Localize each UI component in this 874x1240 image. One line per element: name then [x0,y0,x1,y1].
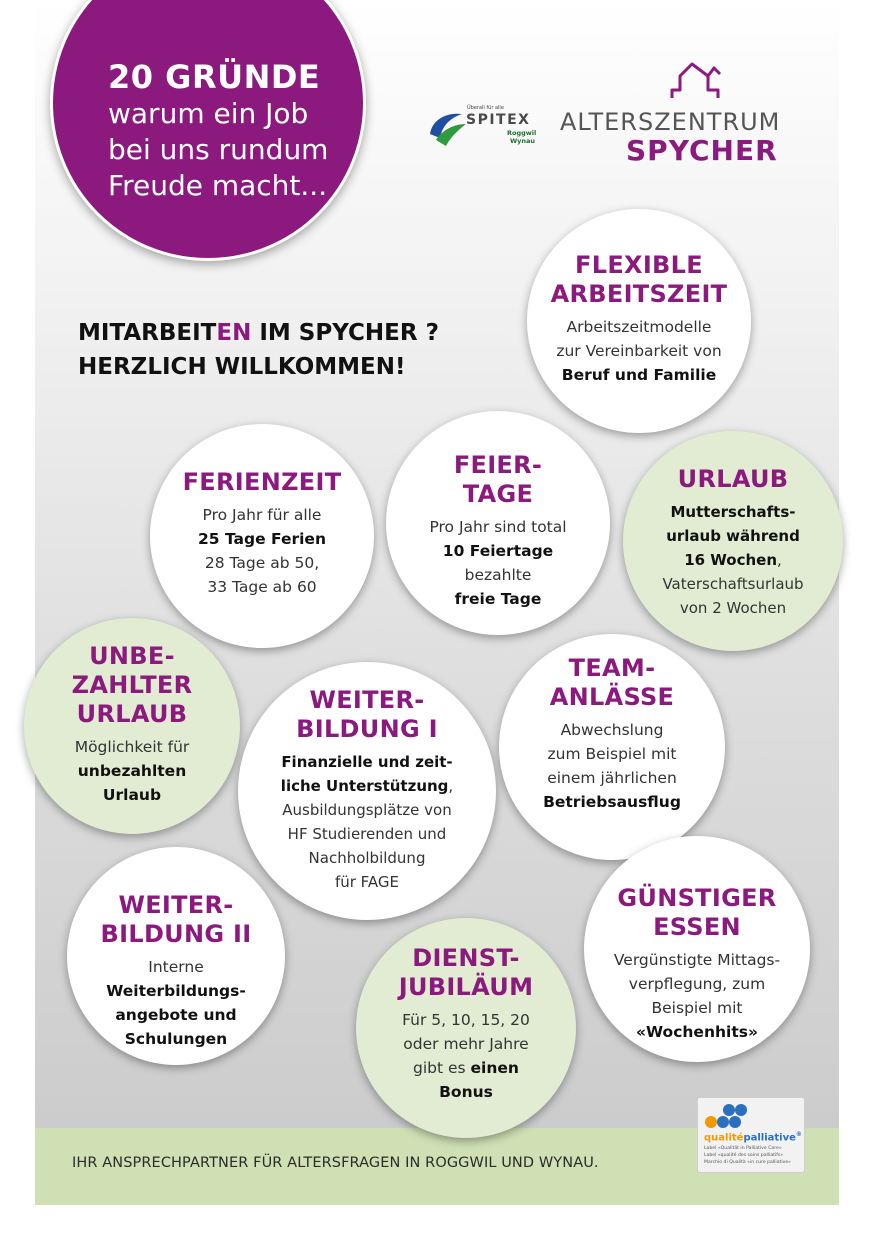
hero-title: 20 GRÜNDE [108,58,321,96]
hero-line: warum ein Job [108,97,309,130]
circle-body [499,718,725,814]
circle-body [356,1008,576,1104]
circle-title: WEITER- [309,686,425,714]
circle-text: 33 Tage ab 60 [207,578,317,596]
circle-text: Interne [148,958,204,976]
circle-text: Nachholbildung [308,849,426,867]
circle-dienstjubilaeum [356,918,576,1138]
circle-title: TAGE [462,480,534,508]
circle-text: Betriebsausflug [543,793,681,811]
circle-text-bold: liche Unterstützung [280,777,449,795]
circle-feiertage [386,411,610,635]
hero-subtitle [108,96,328,204]
spitex-location: Wynau [510,137,536,145]
circle-title: GÜNSTIGER [617,884,777,912]
circle-text: freie Tage [454,590,542,608]
circle-title: ANLÄSSE [549,683,675,711]
circle-body [386,515,610,611]
circle-text-bold: einen [470,1059,519,1077]
badge-brand [704,1131,802,1143]
circle-text-bold: 16 Wochen [684,551,778,569]
badge-brand-a: qualité [704,1132,744,1144]
circle-text: Vaterschaftsurlaub [662,575,804,593]
badge-brand-b: palliative [743,1132,796,1144]
qualite-palliative-badge [697,1097,805,1173]
circle-text: HF Studierenden und [287,825,447,843]
circle-text [238,774,496,798]
circle-text: Weiterbildungs- [106,982,246,1000]
circle-text: bezahlte [464,566,532,584]
circle-text: 25 Tage Ferien [198,530,326,548]
spitex-wordmark: SPITEX [466,112,531,128]
circle-title: URLAUB [677,465,789,493]
house-roof-icon [668,60,724,102]
spitex-tagline: Überall für alle [467,105,504,111]
circle-text: zur Vereinbarkeit von [556,342,722,360]
circle-title: DIENST- [412,944,520,972]
circle-teamanlaesse [499,634,725,860]
circle-title: TEAM- [568,654,656,682]
hero-line: Freude macht... [108,169,328,202]
circle-title: BILDUNG II [100,920,252,948]
circle-flexible-arbeitszeit [527,209,751,433]
circle-text: Abwechslung [560,721,664,739]
circle-text: «Wochenhits» [636,1023,758,1041]
circle-text: 28 Tage ab 50, [204,554,320,572]
circle-title: BILDUNG I [296,715,438,743]
circle-body [584,948,810,1044]
circle-body [24,735,240,807]
circle-text: Möglichkeit für [74,738,190,756]
circle-text: angebote und [115,1006,237,1024]
circle-text: Beispiel mit [651,999,743,1017]
headline-text: MITARBEIT [78,320,217,346]
headline-line-2: HERZLICH WILLKOMMEN! [78,354,406,380]
headline-accent: EN [216,320,252,346]
headline-text: IM SPYCHER ? [251,320,439,346]
circle-text: Für 5, 10, 15, 20 [402,1011,530,1029]
circle-text: verpflegung, zum [628,975,766,993]
headline-line-1 [78,316,439,350]
circle-title: WEITER- [118,891,234,919]
circle-title: FLEXIBLE [575,251,703,279]
circle-title: ESSEN [653,913,741,941]
circle-text: einem jährlichen [547,769,677,787]
circle-title: UNBE- [89,642,175,670]
circle-body [67,955,285,1051]
circle-urlaub [623,431,843,651]
circle-title: ZAHLTER [71,671,193,699]
circle-text [356,1056,576,1080]
circle-text: Schulungen [124,1030,228,1048]
circle-text: Urlaub [102,786,162,804]
circle-title: URLAUB [76,700,188,728]
circle-body [623,500,843,620]
circle-title: FERIENZEIT [182,468,342,496]
footer-text: IHR ANSPRECHPARTNER FÜR ALTERSFRAGEN IN ROGGWIL UND WYNAU. [72,1155,599,1171]
circle-guenstiger-essen [584,836,810,1062]
circle-text: Arbeitszeitmodelle [566,318,712,336]
badge-line: Marchio di Qualità «in cure palliative» [704,1160,791,1165]
circle-weiterbildung-2 [67,847,285,1065]
circle-text: , [777,551,782,569]
circle-text: unbezahlten [77,762,187,780]
circle-text: für FAGE [334,873,400,891]
badge-line: Label «qualité des soins palliatifs» [704,1153,784,1158]
circle-body [238,750,496,894]
circle-text: gibt es [413,1059,471,1077]
circle-text: Vergünstigte Mittags- [613,951,781,969]
circle-title: FEIER- [453,451,543,479]
circle-body [150,503,374,599]
circle-text: Pro Jahr sind total [429,518,567,536]
circle-text: oder mehr Jahre [403,1035,529,1053]
logo-wordmark-top: ALTERSZENTRUM [560,108,781,136]
logo-wordmark-bottom: SPYCHER [626,134,778,167]
circle-title: ARBEITSZEIT [550,280,728,308]
hero-line: bei uns rundum [108,133,329,166]
circle-text: Pro Jahr für alle [202,506,322,524]
circle-text: Beruf und Familie [561,366,717,384]
circle-text [623,548,843,572]
dots-logo-icon [704,1102,756,1130]
badge-reg: ® [795,1131,802,1138]
circle-text: Bonus [439,1083,493,1101]
badge-line: Label «Qualität in Palliative Care» [704,1146,782,1151]
circle-unbezahlter-urlaub [24,618,240,834]
circle-text: urlaub während [666,527,800,545]
circle-title: JUBILÄUM [398,973,534,1001]
circle-text: Finanzielle und zeit- [281,753,453,771]
circle-text: Mutterschafts- [670,503,796,521]
circle-body [527,315,751,387]
circle-weiterbildung-1 [238,662,496,920]
circle-text: von 2 Wochen [679,599,787,617]
circle-text: Ausbildungsplätze von [282,801,452,819]
circle-ferienzeit [150,424,374,648]
circle-text: zum Beispiel mit [547,745,677,763]
circle-text: , [448,777,454,795]
headline [78,316,439,384]
spitex-location: Roggwil [507,129,537,137]
circle-text: 10 Feiertage [442,542,554,560]
